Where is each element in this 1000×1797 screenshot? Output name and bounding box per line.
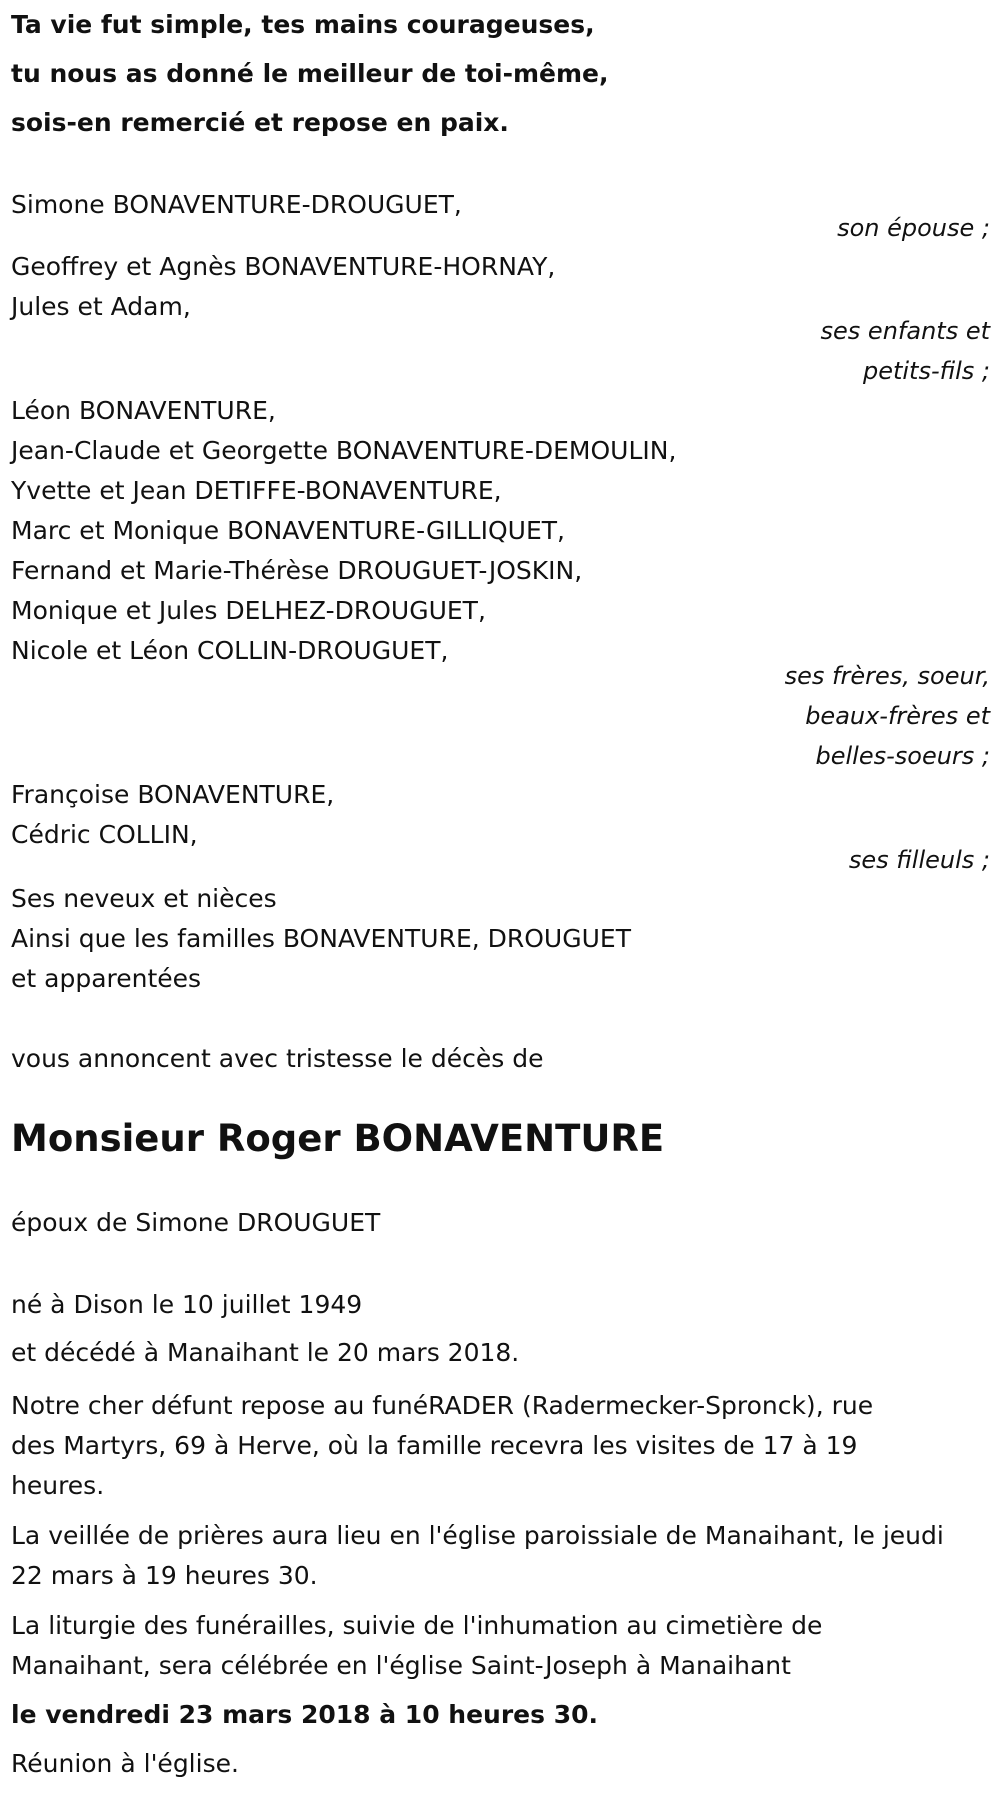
godchildren-relation: ses filleuls ;: [848, 846, 990, 874]
children-relation: ses enfants et: [820, 317, 990, 345]
sibling-name: Marc et Monique BONAVENTURE-GILLIQUET,: [11, 516, 565, 545]
rest-line: Notre cher défunt repose au funéRADER (Radermecker-Spronck), rue: [11, 1391, 874, 1420]
others-line: Ainsi que les familles BONAVENTURE, DROUGUET: [11, 924, 631, 953]
children-relation: petits-fils ;: [862, 357, 990, 385]
others-line: Ses neveux et nièces: [11, 884, 277, 913]
children-name: Jules et Adam,: [11, 292, 191, 321]
meeting-info: Réunion à l'église.: [11, 1749, 239, 1778]
liturgy-line: La liturgie des funérailles, suivie de l'inhumation au cimetière de: [11, 1611, 823, 1640]
sibling-name: Monique et Jules DELHEZ-DROUGUET,: [11, 596, 486, 625]
funeral-date: le vendredi 23 mars 2018 à 10 heures 30.: [11, 1700, 599, 1729]
birth-info: né à Dison le 10 juillet 1949: [11, 1290, 363, 1319]
sibling-name: Jean-Claude et Georgette BONAVENTURE-DEMOULIN,: [11, 436, 677, 465]
death-info: et décédé à Manaihant le 20 mars 2018.: [11, 1338, 520, 1367]
deceased-name: Monsieur Roger BONAVENTURE: [11, 1117, 665, 1160]
poem-line: Ta vie fut simple, tes mains courageuses,: [11, 10, 595, 39]
sibling-name: Yvette et Jean DETIFFE-BONAVENTURE,: [11, 476, 502, 505]
poem-line: sois-en remercié et repose en paix.: [11, 108, 509, 137]
siblings-relation: beaux-frères et: [805, 702, 990, 730]
sibling-name: Fernand et Marie-Thérèse DROUGUET-JOSKIN,: [11, 556, 583, 585]
siblings-relation: ses frères, soeur,: [784, 662, 990, 690]
sibling-name: Nicole et Léon COLLIN-DROUGUET,: [11, 636, 449, 665]
children-name: Geoffrey et Agnès BONAVENTURE-HORNAY,: [11, 252, 556, 281]
spouse-relation: son épouse ;: [837, 214, 990, 242]
siblings-relation: belles-soeurs ;: [815, 742, 990, 770]
sibling-name: Léon BONAVENTURE,: [11, 396, 276, 425]
rest-line: des Martyrs, 69 à Herve, où la famille recevra les visites de 17 à 19: [11, 1431, 858, 1460]
rest-line: heures.: [11, 1471, 105, 1500]
godchild-name: Françoise BONAVENTURE,: [11, 780, 335, 809]
others-line: et apparentées: [11, 964, 202, 993]
vigil-line: 22 mars à 19 heures 30.: [11, 1561, 318, 1590]
announcement: vous annoncent avec tristesse le décès de: [11, 1044, 544, 1073]
spouse-name: Simone BONAVENTURE-DROUGUET,: [11, 190, 462, 219]
spouse-of: époux de Simone DROUGUET: [11, 1208, 381, 1237]
liturgy-line: Manaihant, sera célébrée en l'église Saint-Joseph à Manaihant: [11, 1651, 791, 1680]
vigil-line: La veillée de prières aura lieu en l'église paroissiale de Manaihant, le jeudi: [11, 1521, 944, 1550]
poem-line: tu nous as donné le meilleur de toi-même,: [11, 59, 609, 88]
godchild-name: Cédric COLLIN,: [11, 820, 198, 849]
